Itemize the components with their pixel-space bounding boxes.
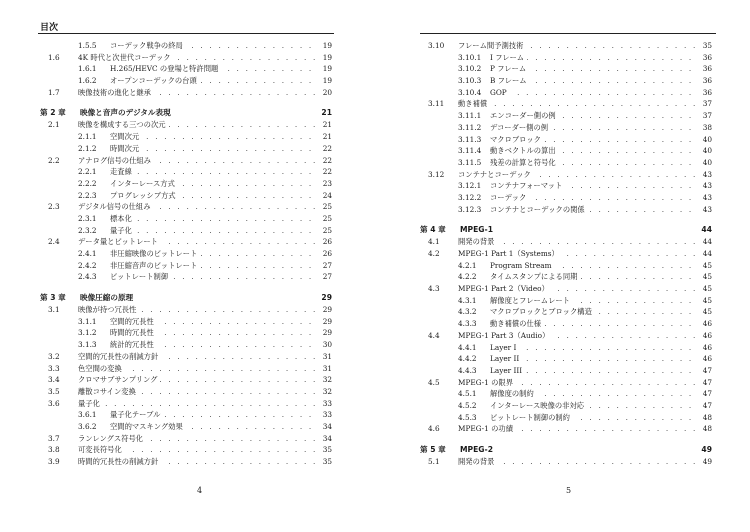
entry-title: 映像を構成する三つの次元 xyxy=(78,119,169,131)
entry-page-number: 22 xyxy=(320,166,332,178)
entry-number: 3.12.2 xyxy=(458,192,482,202)
entry-number: 4.3 xyxy=(428,284,440,294)
entry-title: Program Stream xyxy=(490,260,555,272)
entry-number: 3.4 xyxy=(48,375,60,385)
entry-title: 色空間の変換 xyxy=(78,363,125,375)
toc-entry[interactable] xyxy=(420,330,712,342)
entry-number: 3.1.3 xyxy=(78,340,97,350)
toc-entry[interactable] xyxy=(420,145,712,157)
entry-number: 2.2.3 xyxy=(78,190,97,200)
entry-page-number: 43 xyxy=(700,169,712,181)
toc-entry[interactable] xyxy=(40,433,332,445)
entry-number: 2.4.2 xyxy=(78,260,97,270)
entry-title: 標本化 xyxy=(110,213,135,225)
entry-page-number: 46 xyxy=(700,330,712,342)
right-page xyxy=(375,0,750,532)
entry-number: 4.4 xyxy=(428,330,440,340)
toc-entry[interactable] xyxy=(40,248,332,260)
toc-entry[interactable] xyxy=(40,456,332,468)
entry-title: コンテナとコーデックの関係 xyxy=(490,204,588,216)
toc-entry[interactable] xyxy=(420,400,712,412)
entry-number: 1.5.5 xyxy=(78,41,97,50)
entry-page-number: 29 xyxy=(320,327,332,339)
entry-title: データ量とビットレート xyxy=(78,236,161,248)
entry-page-number: 22 xyxy=(320,155,332,167)
entry-number: 3.1 xyxy=(48,305,60,315)
entry-number: 3.11.4 xyxy=(458,146,482,156)
header-rule xyxy=(420,33,716,34)
entry-title: 空間的マスキング効果 xyxy=(110,421,186,433)
entry-number: 3.3 xyxy=(48,363,60,373)
entry-title: GOP xyxy=(490,87,510,99)
entry-page-number: 45 xyxy=(700,283,712,295)
toc-entry[interactable] xyxy=(420,260,712,272)
entry-title: ビットレート制御 xyxy=(110,271,171,283)
entry-title: 時間的冗長性の削減方針 xyxy=(78,456,161,468)
entry-page-number: 44 xyxy=(700,248,712,260)
entry-page-number: 35 xyxy=(700,40,712,52)
entry-title: 走査線 xyxy=(110,166,135,178)
toc-entry[interactable] xyxy=(40,225,332,237)
entry-page-number: 26 xyxy=(320,236,332,248)
entry-page-number: 36 xyxy=(700,52,712,64)
entry-number: 3.10.3 xyxy=(458,76,482,86)
entry-number: 2.2.2 xyxy=(78,178,97,188)
entry-number: 3.10.2 xyxy=(458,64,482,74)
toc-entry[interactable] xyxy=(420,40,712,52)
entry-page-number: 40 xyxy=(700,157,712,169)
entry-title: オープンコーデックの台頭 xyxy=(110,75,200,87)
toc-entry[interactable] xyxy=(420,52,712,64)
entry-title: 空間次元 xyxy=(110,131,142,143)
entry-title: 動き補償の仕様 xyxy=(490,318,544,330)
entry-title: タイムスタンプによる同期 xyxy=(490,271,580,283)
entry-title: B フレーム xyxy=(490,75,530,87)
entry-title: I フレーム xyxy=(490,52,527,64)
entry-title: 解像度とフレームレート xyxy=(490,295,573,307)
toc-entry[interactable] xyxy=(40,363,332,375)
toc-chapter[interactable] xyxy=(420,223,712,236)
toc-entry[interactable] xyxy=(40,178,332,190)
entry-title: 残差の計算と符号化 xyxy=(490,157,559,169)
toc-left xyxy=(40,40,332,468)
entry-title: 開発の背景 xyxy=(458,236,497,248)
entry-title: フレーム間予測技術 xyxy=(458,40,526,52)
toc-entry[interactable] xyxy=(40,131,332,143)
entry-number: 3.12.3 xyxy=(458,204,482,214)
entry-number: 2.4 xyxy=(48,237,60,247)
entry-page-number: 32 xyxy=(320,374,332,386)
toc-entry[interactable] xyxy=(420,134,712,146)
toc-right xyxy=(420,40,712,468)
entry-number: 2.3.1 xyxy=(78,213,97,223)
toc-entry[interactable] xyxy=(40,236,332,248)
entry-page-number: 45 xyxy=(700,306,712,318)
toc-entry[interactable] xyxy=(40,398,332,410)
entry-number: 2.2 xyxy=(48,155,60,165)
entry-page-number: 26 xyxy=(320,248,332,260)
toc-entry[interactable] xyxy=(420,365,712,377)
entry-title: H.265/HEVC の登場と特許問題 xyxy=(110,63,221,75)
entry-page-number: 29 xyxy=(320,304,332,316)
entry-number: 3.6.1 xyxy=(78,410,97,420)
entry-title: 空間的冗長性の削減方針 xyxy=(78,351,161,363)
entry-number: 3.1.2 xyxy=(78,328,97,338)
entry-title: ランレングス符号化 xyxy=(78,433,146,445)
page-number: 4 xyxy=(196,486,203,495)
entry-page-number: 27 xyxy=(320,271,332,283)
entry-page-number: 37 xyxy=(700,98,712,110)
entry-page-number: 47 xyxy=(700,400,712,412)
toc-entry[interactable] xyxy=(420,318,712,330)
toc-entry[interactable] xyxy=(420,283,712,295)
entry-title: インターレース映像の非対応 xyxy=(490,400,587,412)
entry-page-number: 40 xyxy=(700,145,712,157)
toc-entry[interactable] xyxy=(420,353,712,365)
entry-page-number: 46 xyxy=(700,353,712,365)
toc-entry[interactable] xyxy=(40,351,332,363)
entry-title: 時間次元 xyxy=(110,143,142,155)
entry-number: 4.3.1 xyxy=(458,295,477,305)
toc-entry[interactable] xyxy=(40,327,332,339)
entry-title: 映像が持つ冗長性 xyxy=(78,304,139,316)
entry-title: 量子化 xyxy=(78,398,103,410)
toc-entry[interactable] xyxy=(40,444,332,456)
entry-page-number: 25 xyxy=(320,201,332,213)
entry-page-number: 44 xyxy=(701,225,712,235)
entry-title: デコーダー側の例 xyxy=(490,122,551,134)
toc-entry[interactable] xyxy=(40,271,332,283)
entry-page-number: 34 xyxy=(320,433,332,445)
entry-number: 3.12 xyxy=(428,169,445,179)
entry-title: MPEG-1 Part 2（Video） xyxy=(458,283,552,295)
entry-page-number: 46 xyxy=(700,342,712,354)
entry-title: ビットレート制御の制約 xyxy=(490,412,573,424)
entry-page-number: 45 xyxy=(700,271,712,283)
entry-title: 非圧縮映像のビットレート xyxy=(110,248,200,260)
entry-number: 2.3 xyxy=(48,202,60,212)
entry-number: 1.6.2 xyxy=(78,76,97,86)
entry-title: 動きベクトルの算出 xyxy=(490,145,559,157)
entry-number: 4.2.1 xyxy=(458,260,477,270)
entry-number: 4.3.2 xyxy=(458,307,477,317)
entry-page-number: 38 xyxy=(700,122,712,134)
entry-page-number: 19 xyxy=(320,63,332,75)
entry-number: 2.4.3 xyxy=(78,272,97,282)
entry-number: 1.6 xyxy=(48,52,60,62)
entry-number: 4.2 xyxy=(428,249,440,258)
entry-page-number: 21 xyxy=(320,119,332,131)
entry-page-number: 30 xyxy=(320,339,332,351)
entry-number: 3.12.1 xyxy=(458,181,482,191)
entry-number: 3.5 xyxy=(48,386,60,396)
entry-number: 4.5 xyxy=(428,377,440,387)
toc-entry[interactable] xyxy=(40,304,332,316)
toc-entry[interactable] xyxy=(420,87,712,99)
entry-title: 解像度の制約 xyxy=(490,388,537,400)
entry-title: P フレーム xyxy=(490,63,529,75)
entry-number: 4.6 xyxy=(428,424,440,434)
entry-number: 第 3 章 xyxy=(40,293,66,303)
entry-number: 4.1 xyxy=(428,237,440,247)
entry-title: 映像と音声のデジタル表現 xyxy=(80,108,171,118)
entry-title: MPEG-1 の限界 xyxy=(458,377,516,389)
leader-dots xyxy=(110,225,316,237)
toc-entry[interactable] xyxy=(40,374,332,386)
entry-page-number: 36 xyxy=(700,87,712,99)
entry-number: 3.11.1 xyxy=(458,111,482,121)
entry-number: 3.6.2 xyxy=(78,421,97,431)
toc-entry[interactable] xyxy=(40,75,332,87)
entry-page-number: 32 xyxy=(320,386,332,398)
entry-page-number: 47 xyxy=(700,377,712,389)
entry-page-number: 45 xyxy=(700,295,712,307)
entry-page-number: 48 xyxy=(700,412,712,424)
entry-page-number: 44 xyxy=(700,236,712,248)
entry-page-number: 23 xyxy=(320,178,332,190)
entry-number: 2.2.1 xyxy=(78,167,97,177)
entry-title: MPEG-1 Part 1（Systems） xyxy=(458,248,562,260)
toc-entry[interactable] xyxy=(40,386,332,398)
entry-page-number: 27 xyxy=(320,260,332,272)
entry-number: 3.2 xyxy=(48,351,60,361)
toc-entry[interactable] xyxy=(40,213,332,225)
entry-title: クロマサブサンプリング xyxy=(78,374,160,386)
entry-title: 映像圧縮の原理 xyxy=(80,293,134,303)
toc-entry[interactable] xyxy=(420,75,712,87)
entry-title: マクロブロックとブロック構造 xyxy=(490,306,595,318)
toc-chapter[interactable] xyxy=(40,291,332,304)
entry-title: マクロブロック xyxy=(490,134,544,146)
entry-page-number: 25 xyxy=(320,213,332,225)
entry-number: 4.4.2 xyxy=(458,354,477,364)
entry-title: MPEG-1 Part 3（Audio） xyxy=(458,330,552,342)
entry-title: MPEG-1 の功績 xyxy=(458,423,516,435)
toc-entry[interactable] xyxy=(40,63,332,75)
toc-entry[interactable] xyxy=(420,342,712,354)
toc-entry[interactable] xyxy=(420,248,712,260)
toc-entry[interactable] xyxy=(420,169,712,181)
toc-entry[interactable] xyxy=(420,271,712,283)
toc-entry[interactable] xyxy=(420,180,712,192)
toc-entry[interactable] xyxy=(40,409,332,421)
entry-title: 量子化テーブル xyxy=(110,409,163,421)
toc-entry[interactable] xyxy=(420,306,712,318)
toc-entry[interactable] xyxy=(420,204,712,216)
toc-entry[interactable] xyxy=(40,155,332,167)
entry-page-number: 48 xyxy=(700,423,712,435)
entry-number: 3.6 xyxy=(48,398,60,408)
entry-page-number: 34 xyxy=(320,421,332,433)
entry-page-number: 43 xyxy=(700,180,712,192)
entry-title: MPEG-2 xyxy=(460,445,493,454)
entry-page-number: 40 xyxy=(700,134,712,146)
entry-number: 3.7 xyxy=(48,433,60,443)
entry-number: 3.11 xyxy=(428,99,445,109)
toc-entry[interactable] xyxy=(40,316,332,328)
toc-chapter[interactable] xyxy=(40,106,332,119)
entry-number: 3.9 xyxy=(48,457,60,466)
entry-page-number: 36 xyxy=(700,75,712,87)
entry-number: 3.8 xyxy=(48,445,60,455)
entry-title: Layer III xyxy=(490,365,525,377)
entry-title: 時間的冗長性 xyxy=(110,327,157,339)
entry-page-number: 35 xyxy=(320,444,332,456)
entry-title: 動き補償 xyxy=(458,98,490,110)
leader-dots xyxy=(110,213,316,225)
entry-title: エンコーダー側の例 xyxy=(490,110,559,122)
entry-page-number: 19 xyxy=(320,52,332,64)
entry-page-number: 21 xyxy=(321,108,332,118)
entry-page-number: 20 xyxy=(320,87,332,99)
entry-title: 開発の背景 xyxy=(458,456,497,468)
entry-number: 2.1.1 xyxy=(78,132,97,142)
toc-entry[interactable] xyxy=(40,201,332,213)
leader-dots xyxy=(110,166,316,178)
toc-entry[interactable] xyxy=(420,423,712,435)
toc-entry[interactable] xyxy=(420,110,712,122)
running-head: 目次 xyxy=(40,23,59,33)
toc-entry[interactable] xyxy=(420,236,712,248)
entry-title: 映像技術の進化と継承 xyxy=(78,87,154,99)
toc-entry[interactable] xyxy=(40,339,332,351)
entry-title: プログレッシブ方式 xyxy=(110,190,179,202)
entry-title: 可変長符号化 xyxy=(78,444,125,456)
leader-dots xyxy=(78,398,316,410)
page-number: 5 xyxy=(565,486,572,495)
entry-page-number: 35 xyxy=(320,456,332,468)
toc-entry[interactable] xyxy=(40,421,332,433)
entry-title: 空間的冗長性 xyxy=(110,316,157,328)
toc-entry[interactable] xyxy=(40,166,332,178)
toc-entry[interactable] xyxy=(40,40,332,52)
entry-number: 4.5.3 xyxy=(458,412,477,422)
entry-page-number: 29 xyxy=(321,293,332,303)
header-rule xyxy=(38,33,334,34)
entry-number: 3.11.3 xyxy=(458,134,482,144)
entry-number: 2.1.2 xyxy=(78,143,97,153)
entry-number: 3.1.1 xyxy=(78,316,97,326)
entry-page-number: 45 xyxy=(700,260,712,272)
entry-page-number: 19 xyxy=(320,75,332,87)
entry-number: 第 5 章 xyxy=(420,445,446,454)
entry-title: 量子化 xyxy=(110,225,135,237)
toc-entry[interactable] xyxy=(420,456,712,468)
entry-number: 3.11.2 xyxy=(458,122,482,132)
entry-title: コンテナとコーデック xyxy=(458,169,534,181)
toc-entry[interactable] xyxy=(40,52,332,64)
entry-title: 非圧縮音声のビットレート xyxy=(110,260,200,272)
entry-number: 3.10 xyxy=(428,41,445,50)
entry-page-number: 33 xyxy=(320,409,332,421)
entry-number: 2.4.1 xyxy=(78,249,97,258)
entry-title: 統計的冗長性 xyxy=(110,339,157,351)
entry-page-number: 22 xyxy=(320,143,332,155)
toc-entry[interactable] xyxy=(40,119,332,131)
entry-title: コンテナフォーマット xyxy=(490,180,565,192)
toc-entry[interactable] xyxy=(40,143,332,155)
entry-number: 4.5.2 xyxy=(458,400,477,410)
entry-page-number: 36 xyxy=(700,63,712,75)
toc-entry[interactable] xyxy=(420,412,712,424)
entry-title: MPEG-1 xyxy=(460,225,493,235)
toc-entry[interactable] xyxy=(40,87,332,99)
entry-number: 第 2 章 xyxy=(40,108,66,118)
entry-page-number: 19 xyxy=(320,40,332,52)
entry-title: 離散コサイン変換 xyxy=(78,386,139,398)
leader-dots xyxy=(490,342,696,354)
entry-title: デジタル信号の仕組み xyxy=(78,201,154,213)
entry-title: コーデック xyxy=(490,192,529,204)
toc-entry[interactable] xyxy=(40,260,332,272)
entry-title: Layer II xyxy=(490,353,522,365)
entry-title: アナログ信号の仕組み xyxy=(78,155,154,167)
entry-number: 4.2.2 xyxy=(458,272,477,282)
entry-page-number: 21 xyxy=(320,131,332,143)
entry-page-number: 47 xyxy=(700,388,712,400)
entry-page-number: 43 xyxy=(700,192,712,204)
toc-entry[interactable] xyxy=(420,388,712,400)
leader-dots xyxy=(458,98,696,110)
entry-page-number: 49 xyxy=(701,445,712,454)
entry-page-number: 37 xyxy=(700,110,712,122)
toc-entry[interactable] xyxy=(420,157,712,169)
entry-number: 3.11.5 xyxy=(458,157,482,167)
entry-number: 4.4.3 xyxy=(458,365,477,375)
entry-page-number: 49 xyxy=(700,456,712,468)
toc-entry[interactable] xyxy=(420,192,712,204)
entry-number: 4.4.1 xyxy=(458,342,477,352)
entry-title: インターレース方式 xyxy=(110,178,178,190)
entry-number: 3.10.1 xyxy=(458,52,482,62)
entry-number: 第 4 章 xyxy=(420,225,446,235)
entry-page-number: 47 xyxy=(700,365,712,377)
entry-title: Layer I xyxy=(490,342,519,354)
toc-entry[interactable] xyxy=(420,122,712,134)
leader-dots xyxy=(490,87,696,99)
entry-page-number: 46 xyxy=(700,318,712,330)
entry-page-number: 43 xyxy=(700,204,712,216)
entry-page-number: 29 xyxy=(320,316,332,328)
toc-entry[interactable] xyxy=(420,295,712,307)
toc-entry[interactable] xyxy=(420,63,712,75)
entry-number: 2.1 xyxy=(48,120,60,130)
entry-page-number: 33 xyxy=(320,398,332,410)
entry-number: 3.10.4 xyxy=(458,87,482,97)
entry-number: 2.3.2 xyxy=(78,225,97,235)
entry-page-number: 25 xyxy=(320,225,332,237)
entry-title: 4K 時代と次世代コーデック xyxy=(78,52,174,64)
entry-number: 1.6.1 xyxy=(78,64,97,74)
entry-page-number: 24 xyxy=(320,190,332,202)
entry-number: 1.7 xyxy=(48,87,60,97)
entry-page-number: 31 xyxy=(320,351,332,363)
entry-page-number: 31 xyxy=(320,363,332,375)
toc-chapter[interactable] xyxy=(420,443,712,456)
toc-entry[interactable] xyxy=(420,98,712,110)
toc-entry[interactable] xyxy=(40,190,332,202)
entry-number: 4.3.3 xyxy=(458,319,477,329)
entry-number: 4.5.1 xyxy=(458,389,477,399)
entry-title: コーデック戦争の終局 xyxy=(110,40,186,52)
entry-number: 5.1 xyxy=(428,457,440,466)
toc-entry[interactable] xyxy=(420,377,712,389)
